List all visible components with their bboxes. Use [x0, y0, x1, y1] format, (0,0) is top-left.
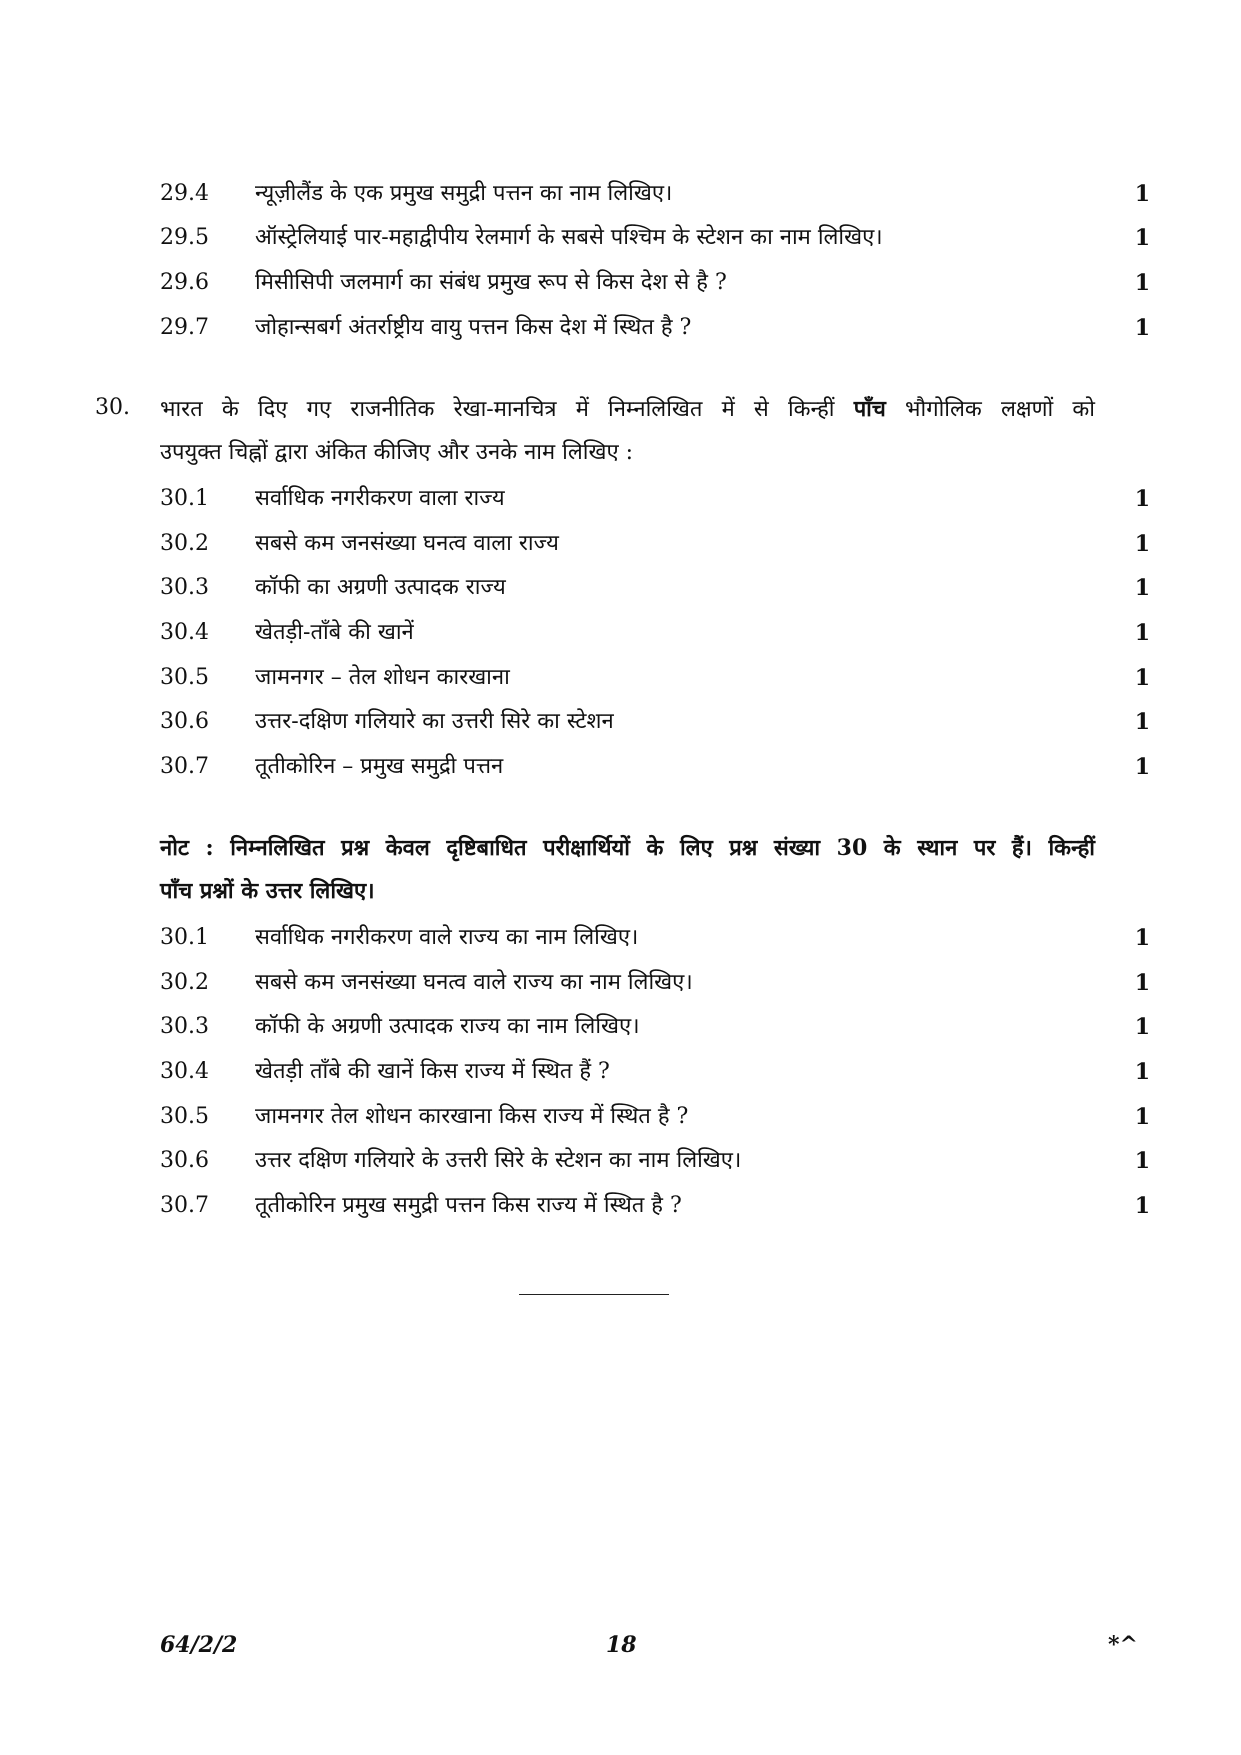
question-text: ऑस्ट्रेलियाई पार-महाद्वीपीय रेलमार्ग के सबसे पश्चिम के स्टेशन का नाम लिखिए।	[255, 225, 883, 250]
question-text: जामनगर – तेल शोधन कारखाना	[255, 665, 510, 690]
page-number: 18	[606, 1632, 637, 1658]
question-text: सर्वाधिक नगरीकरण वाला राज्य	[255, 486, 505, 511]
question-row	[160, 218, 1150, 258]
question-number: 29.5	[160, 225, 209, 250]
question-row	[160, 747, 1150, 787]
question-number: 30.7	[160, 1193, 209, 1218]
question-marks: 1	[1134, 665, 1150, 691]
question-text: कॉफी का अग्रणी उत्पादक राज्य	[255, 575, 506, 600]
question-text: सर्वाधिक नगरीकरण वाले राज्य का नाम लिखिए।	[255, 925, 639, 950]
question-text: न्यूज़ीलैंड के एक प्रमुख समुद्री पत्तन का नाम लिखिए।	[255, 181, 673, 206]
question-number: 30.3	[160, 575, 209, 600]
question-number: 30.2	[160, 970, 209, 995]
emphasis-five: पाँच	[853, 396, 886, 422]
question-row	[160, 1186, 1150, 1226]
question-text: उत्तर-दक्षिण गलियारे का उत्तरी सिरे का स्टेशन	[255, 709, 614, 734]
question-number: 30.4	[160, 1059, 209, 1084]
note-line-1: नोट : निम्नलिखित प्रश्न केवल दृष्टिबाधित परीक्षार्थियों के लिए प्रश्न संख्या 30 के स्थान पर हैं। किन्हीं	[160, 835, 1095, 861]
question-text: तूतीकोरिन प्रमुख समुद्री पत्तन किस राज्य में स्थित है ?	[255, 1193, 682, 1218]
end-rule-divider	[519, 1294, 669, 1295]
question-number: 29.4	[160, 181, 209, 206]
question-30-line-1: भारत के दिए गए राजनीतिक रेखा-मानचित्र में निम्नलिखित में से किन्हीं पाँच भौगोलिक लक्षणों को	[160, 396, 1096, 422]
question-marks: 1	[1134, 1014, 1150, 1040]
question-marks: 1	[1134, 754, 1150, 780]
question-marks: 1	[1134, 315, 1150, 341]
question-marks: 1	[1134, 225, 1150, 251]
question-row	[160, 658, 1150, 698]
question-text: सबसे कम जनसंख्या घनत्व वाला राज्य	[255, 531, 559, 556]
question-text: जोहान्सबर्ग अंतर्राष्ट्रीय वायु पत्तन किस देश में स्थित है ?	[255, 315, 692, 340]
question-text: खेतड़ी-ताँबे की खानें	[255, 620, 414, 645]
question-row	[160, 1052, 1150, 1092]
question-row	[160, 702, 1150, 742]
question-marks: 1	[1134, 1193, 1150, 1219]
question-marks: 1	[1134, 1148, 1150, 1174]
question-text: कॉफी के अग्रणी उत्पादक राज्य का नाम लिखिए।	[255, 1014, 640, 1039]
question-text: उत्तर दक्षिण गलियारे के उत्तरी सिरे के स्टेशन का नाम लिखिए।	[255, 1148, 742, 1173]
question-row	[160, 308, 1150, 348]
question-number: 29.6	[160, 270, 209, 295]
question-number: 30.6	[160, 1148, 209, 1173]
question-row	[160, 568, 1150, 608]
note-line-2: पाँच प्रश्नों के उत्तर लिखिए।	[160, 878, 375, 904]
question-30-number: 30.	[95, 395, 130, 420]
question-number: 30.6	[160, 709, 209, 734]
question-marks: 1	[1134, 181, 1150, 207]
question-row	[160, 1141, 1150, 1181]
question-marks: 1	[1134, 1059, 1150, 1085]
question-number: 30.4	[160, 620, 209, 645]
question-row	[160, 479, 1150, 519]
question-text: सबसे कम जनसंख्या घनत्व वाले राज्य का नाम लिखिए।	[255, 970, 693, 995]
question-number: 30.1	[160, 925, 209, 950]
question-marks: 1	[1134, 575, 1150, 601]
question-marks: 1	[1134, 620, 1150, 646]
question-row	[160, 524, 1150, 564]
question-row	[160, 263, 1150, 303]
question-marks: 1	[1134, 486, 1150, 512]
visually-impaired-note	[160, 827, 1095, 913]
paper-code: 64/2/2	[160, 1632, 238, 1658]
question-number: 29.7	[160, 315, 209, 340]
question-marks: 1	[1134, 1104, 1150, 1130]
question-row	[160, 918, 1150, 958]
question-row	[160, 1007, 1150, 1047]
question-number: 30.2	[160, 531, 209, 556]
footer-mark: *^	[1108, 1632, 1138, 1658]
question-row	[160, 963, 1150, 1003]
question-row	[160, 1097, 1150, 1137]
question-text: जामनगर तेल शोधन कारखाना किस राज्य में स्थित है ?	[255, 1104, 689, 1129]
question-30-line-2: उपयुक्त चिह्नों द्वारा अंकित कीजिए और उनके नाम लिखिए :	[160, 440, 634, 465]
question-number: 30.3	[160, 1014, 209, 1039]
question-marks: 1	[1134, 970, 1150, 996]
question-number: 30.1	[160, 486, 209, 511]
question-number: 30.5	[160, 1104, 209, 1129]
question-marks: 1	[1134, 270, 1150, 296]
question-number: 30.7	[160, 754, 209, 779]
question-marks: 1	[1134, 531, 1150, 557]
question-marks: 1	[1134, 925, 1150, 951]
question-row	[160, 174, 1150, 214]
question-marks: 1	[1134, 709, 1150, 735]
question-30-text	[160, 388, 1095, 474]
question-number: 30.5	[160, 665, 209, 690]
question-text: तूतीकोरिन – प्रमुख समुद्री पत्तन	[255, 754, 504, 779]
question-text: मिसीसिपी जलमार्ग का संबंध प्रमुख रूप से किस देश से है ?	[255, 270, 727, 295]
question-row	[160, 613, 1150, 653]
question-text: खेतड़ी ताँबे की खानें किस राज्य में स्थित हैं ?	[255, 1059, 610, 1084]
